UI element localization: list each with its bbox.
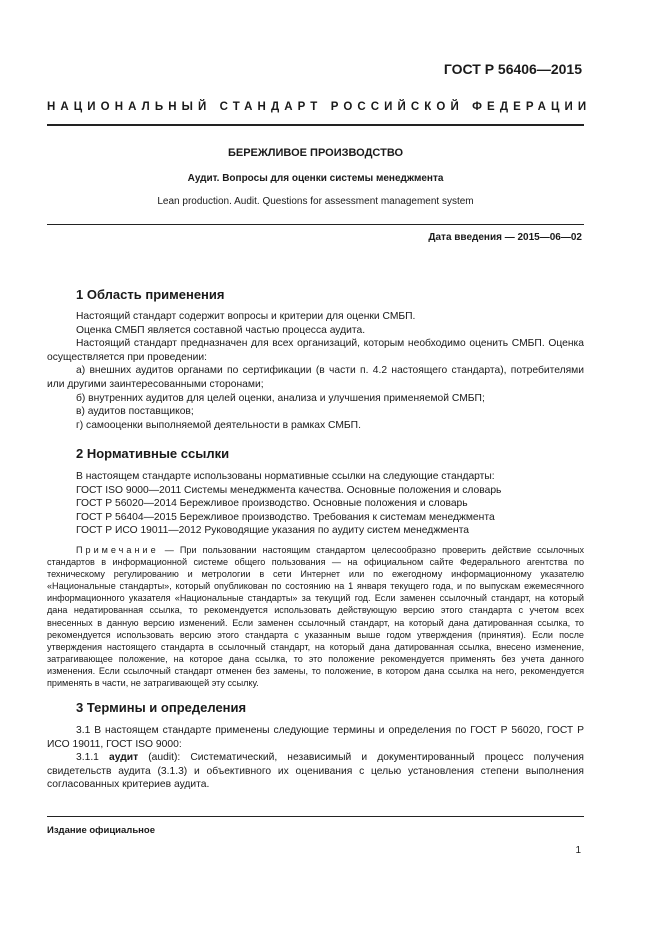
footer-divider <box>47 816 584 817</box>
reference-item: ГОСТ ISO 9000—2011 Системы менеджмента качества. Основные положения и словарь <box>76 484 502 496</box>
section-1-body <box>47 310 584 432</box>
section-3-heading: 3 Термины и определения <box>76 700 247 715</box>
reference-item: ГОСТ Р ИСО 19011—2012 Руководящие указания по аудиту систем менеджмента <box>76 525 470 537</box>
document-subtitle: Аудит. Вопросы для оценки системы менеджмента <box>187 173 444 184</box>
term-number: 3.1.1 <box>76 752 110 764</box>
standard-number: ГОСТ Р 56406—2015 <box>443 61 582 77</box>
section-2-body <box>47 470 584 538</box>
document-title: БЕРЕЖЛИВОЕ ПРОИЗВОДСТВО <box>227 147 404 159</box>
note-text: — При пользовании настоящим стандартом целесообразно проверить действие ссылочных стандартов в информационной системе общего пользования — на официальном сайте Федерального агентства по техническому регулированию и метрологии в сети Интернет или по ежегодному информационному указателю «Национальные стандарты», который опубликован по состоянию на 1 января текущего года, и по выпускам ежемесячного информационного указателя «Национальные стандарты» за текущий год. Если заменен ссылочный стандарт, на который дана недатированная ссылка, то рекомендуется использовать действующую версию этого стандарта с учетом всех внесенных в данную версию изменений. Если заменен ссылочный стандарт, на который дана датированная ссылка, то рекомендуется использовать версию этого стандарта с указанным выше годом утверждения (принятия). Если после утверждения настоящего стандарта в ссылочный стандарт, на который дана датированная ссылка, внесено изменение, затрагивающее положение, на которое дана ссылка, то это положение рекомендуется применять без учета данного изменения. Если ссылочный стандарт отменен без замены, то положение, в котором дана ссылка на него, рекомендуется применять в части, не затрагивающей эту ссылку. <box>47 545 584 689</box>
official-edition-label: Издание официальное <box>47 825 155 836</box>
list-item: в) аудитов поставщиков; <box>76 406 194 418</box>
section-2-heading: 2 Нормативные ссылки <box>76 446 230 461</box>
term-text: (audit): Систематический, независимый и документированный процесс получения свидетельств аудита (3.1.3) и объективного их оценивания с целью установления степени выполнения согласованных критериев аудита. <box>47 752 585 791</box>
section-3-body <box>47 724 584 792</box>
english-title: Lean production. Audit. Questions for assessment management system <box>157 196 474 207</box>
divider <box>47 224 584 225</box>
paragraph: Оценка СМБП является составной частью процесса аудита. <box>76 324 366 336</box>
reference-item: ГОСТ Р 56404—2015 Бережливое производство. Требования к системам менеджмента <box>76 511 495 523</box>
paragraph: 3.1 В настоящем стандарте применены следующие термины и определения по ГОСТ Р 56020, ГОСТ Р ИСО 19011, ГОСТ ISO 9000: <box>47 725 584 750</box>
note-label: Примечание <box>76 545 159 555</box>
introduction-date: Дата введения — 2015—06—02 <box>428 232 582 243</box>
paragraph: Настоящий стандарт предназначен для всех организаций, которым необходимо оценить СМБП. Оценка осуществляется при проведении: <box>47 338 584 363</box>
page-number: 1 <box>575 845 581 856</box>
national-standard-title: НАЦИОНАЛЬНЫЙ СТАНДАРТ РОССИЙСКОЙ ФЕДЕРАЦИИ <box>47 101 592 113</box>
list-item: б) внутренних аудитов для целей оценки, анализа и улучшения применяемой СМБП; <box>76 392 485 404</box>
paragraph: Настоящий стандарт содержит вопросы и критерии для оценки СМБП. <box>76 311 416 322</box>
list-item: а) внешних аудитов органами по сертификации (в части п. 4.2 настоящего стандарта), потребителями или другими заинтересованными сторонами; <box>47 365 584 390</box>
section-1-heading: 1 Область применения <box>76 287 225 302</box>
list-item: г) самооценки выполняемой деятельности в рамках СМБП. <box>76 419 361 431</box>
term-definition <box>47 751 584 792</box>
reference-item: ГОСТ Р 56020—2014 Бережливое производство. Основные положения и словарь <box>76 498 468 510</box>
note <box>47 544 584 689</box>
term: аудит <box>109 752 139 764</box>
paragraph: В настоящем стандарте использованы нормативные ссылки на следующие стандарты: <box>76 471 495 482</box>
divider <box>47 124 584 126</box>
